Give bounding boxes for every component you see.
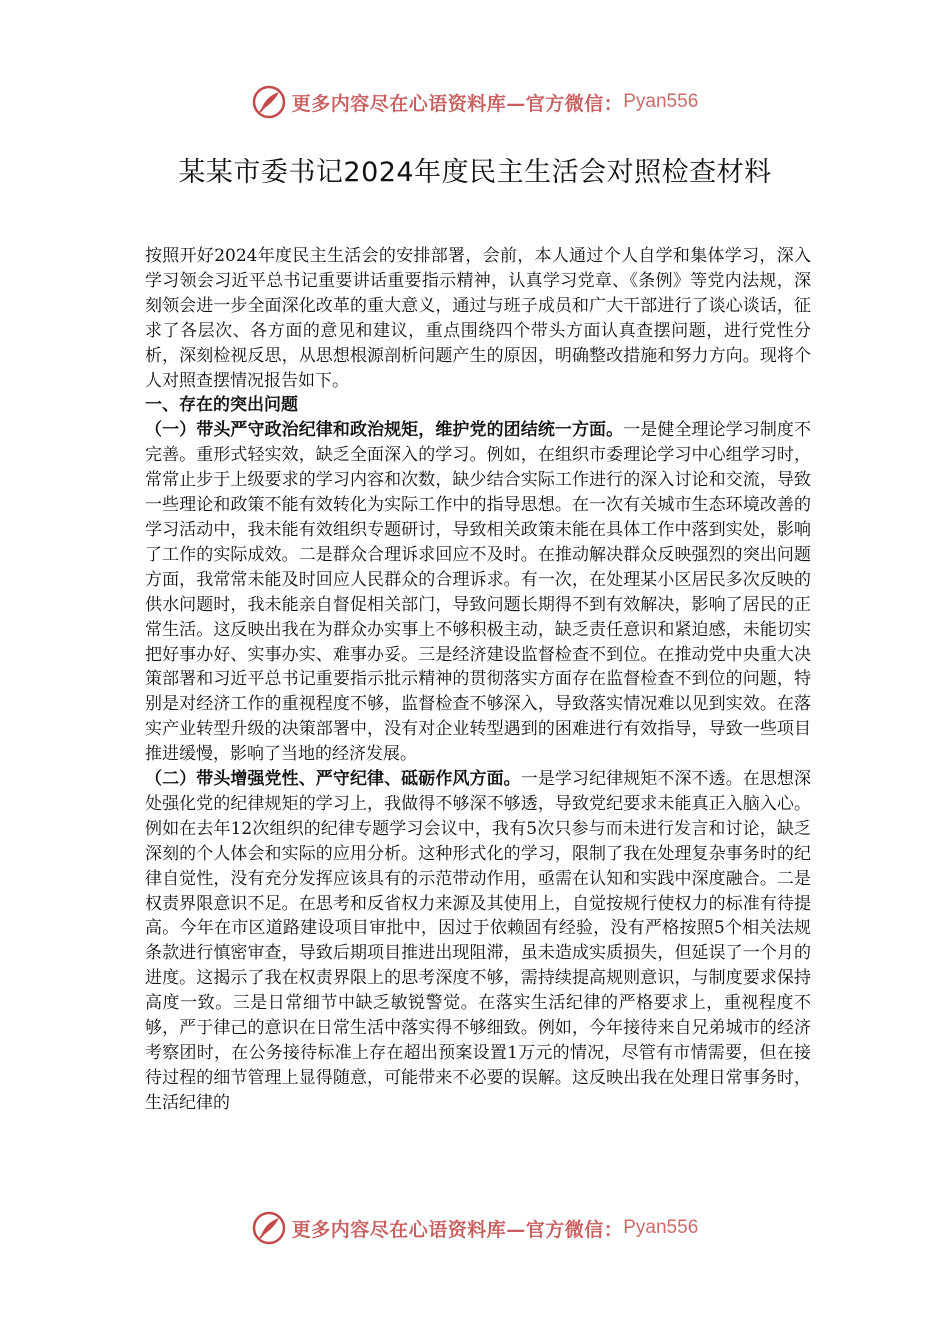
header-banner bbox=[0, 82, 950, 122]
document-body bbox=[145, 244, 811, 1116]
banner-text: 更多内容尽在心语资料库—官方微信： bbox=[291, 92, 624, 115]
part2-heading: （二）带头增强党性、严守纪律、砥砺作风方面。 bbox=[145, 769, 521, 790]
part1-heading: （一）带头严守政治纪律和政治规矩，维护党的团结统一方面。 bbox=[145, 420, 624, 441]
banner-wechat-id: Pyan556 bbox=[623, 91, 699, 112]
feather-pen-logo-icon bbox=[252, 1211, 286, 1245]
part1-paragraph bbox=[145, 418, 811, 767]
intro-paragraph: 按照开好2024年度民主生活会的安排部署，会前，本人通过个人自学和集体学习，深入学习领会习近平总书记重要讲话重要指示精神，认真学习党章、《条例》等党内法规，深刻领会进一步全面深化改革的重大意义，通过与班子成员和广大干部进行了谈心谈话，征求了各层次、各方面的意见和建议，重点围绕四个带头方面认真查摆问题，进行党性分析，深刻检视反思，从思想根源剖析问题产生的原因，明确整改措施和努力方向。现将个人对照查摆情况报告如下。 bbox=[145, 246, 811, 391]
footer-banner-wechat-id: Pyan556 bbox=[623, 1217, 699, 1238]
section-heading: 一、存在的突出问题 bbox=[145, 395, 298, 416]
footer-banner bbox=[0, 1208, 950, 1248]
footer-banner-text: 更多内容尽在心语资料库—官方微信： bbox=[291, 1218, 624, 1241]
part2-body: 一是学习纪律规矩不深不透。在思想深处强化党的纪律规矩的学习上，我做得不够深不够透，导致党纪要求未能真正入脑入心。例如在去年12次组织的纪律专题学习会议中，我有5次只参与而未进行发言和讨论，缺乏深刻的个人体会和实际的应用分析。这种形式化的学习，限制了我在处理复杂事务时的纪律自觉性，没有充分发挥应该具有的示范带动作用，亟需在认知和实践中深度融合。二是权责界限意识不足。在思考和反省权力来源及其使用上，自觉按规行使权力的标准有待提高。今年在市区道路建设项目审批中，因过于依赖固有经验，没有严格按照5个相关法规条款进行慎密审查，导致后期项目推进出现阻滞，虽未造成实质损失，但延误了一个月的进度。这揭示了我在权责界限上的思考深度不够，需持续提高规则意识，与制度要求保持高度一致。三是日常细节中缺乏敏锐警觉。在落实生活纪律的严格要求上，重视程度不够，严于律己的意识在日常生活中落实得不够细致。例如，今年接待来自兄弟城市的经济考察团时，在公务接待标准上存在超出预案设置1万元的情况，尽管有市情需要，但在接待过程的细节管理上显得随意，可能带来不必要的误解。这反映出我在处理日常事务时，生活纪律的 bbox=[145, 769, 812, 1113]
feather-pen-logo-icon bbox=[252, 85, 286, 119]
part1-body: 一是健全理论学习制度不完善。重形式轻实效，缺乏全面深入的学习。例如，在组织市委理论学习中心组学习时，常常止步于上级要求的学习内容和次数，缺少结合实际工作进行的深入讨论和交流，导致一些理论和政策不能有效转化为实际工作中的指导思想。在一次有关城市生态环境改善的学习活动中，我未能有效组织专题研讨，导致相关政策未能在具体工作中落到实处，影响了工作的实际成效。二是群众合理诉求回应不及时。在推动解决群众反映强烈的突出问题方面，我常常未能及时回应人民群众的合理诉求。有一次，在处理某小区居民多次反映的供水问题时，我未能亲自督促相关部门，导致问题长期得不到有效解决，影响了居民的正常生活。这反映出我在为群众办实事上不够积极主动，缺乏责任意识和紧迫感，未能切实把好事办好、实事办实、难事办妥。三是经济建设监督检查不到位。在推动党中央重大决策部署和习近平总书记重要指示批示精神的贯彻落实方面存在监督检查不到位的问题，特别是对经济工作的重视程度不够，监督检查不够深入，导致落实情况难以见到实效。在落实产业转型升级的决策部署中，没有对企业转型遇到的困难进行有效指导，导致一些项目推进缓慢，影响了当地的经济发展。 bbox=[145, 420, 812, 765]
part2-paragraph bbox=[145, 767, 811, 1116]
document-title: 某某市委书记2024年度民主生活会对照检查材料 bbox=[178, 157, 772, 188]
